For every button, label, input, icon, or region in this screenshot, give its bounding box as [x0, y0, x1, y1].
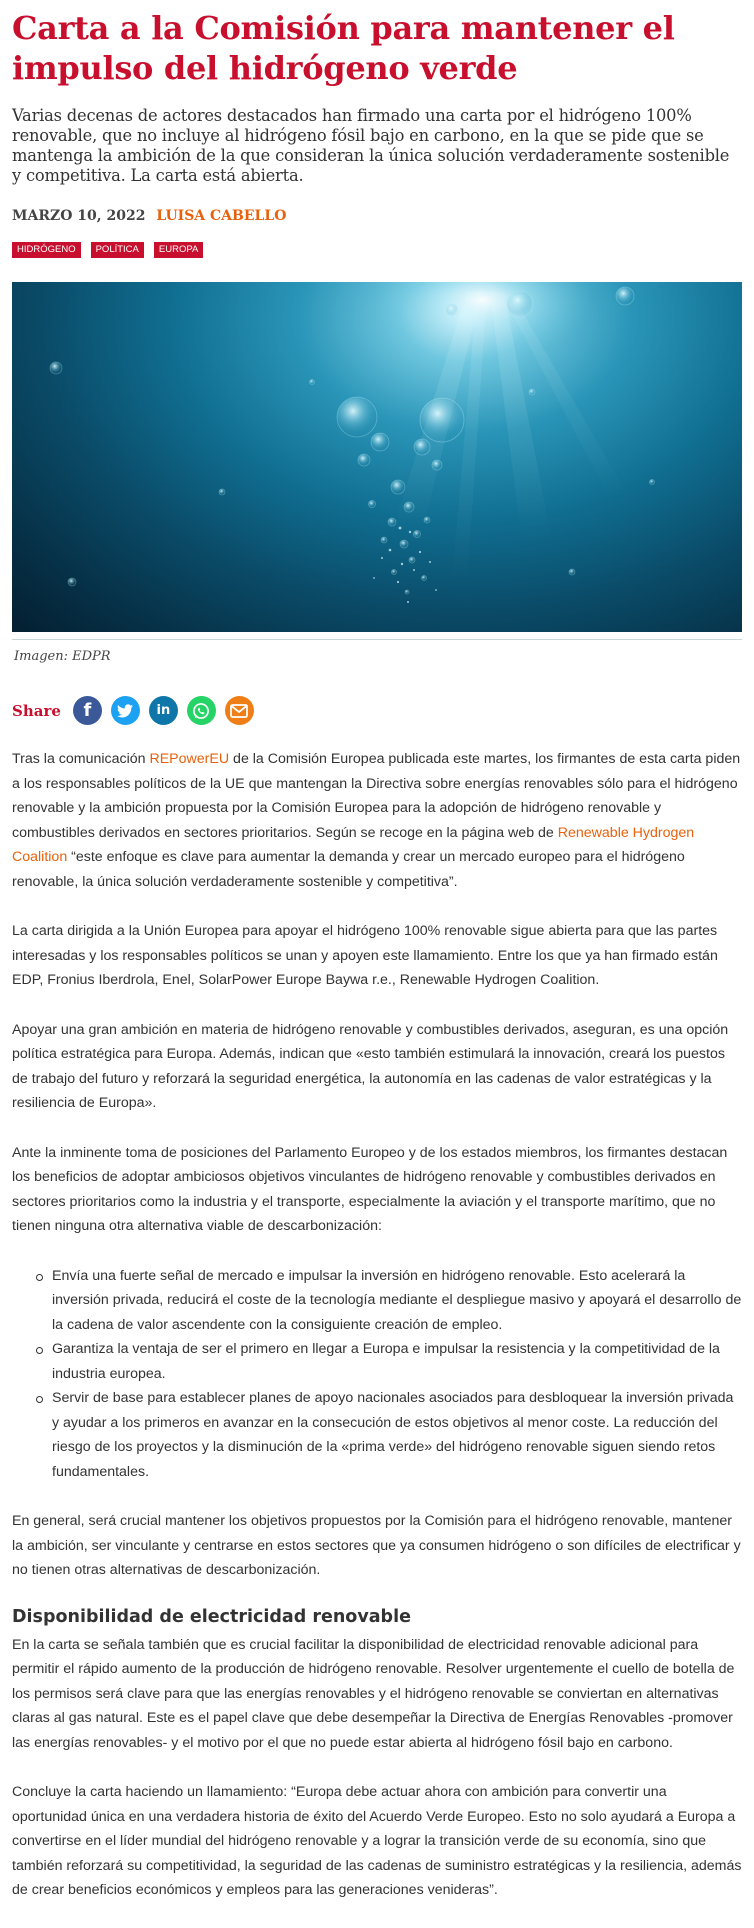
image-caption: Imagen: EDPR — [14, 649, 111, 664]
tag-hidrogeno[interactable]: HIDRÓGENO — [12, 242, 81, 258]
text-span: de la Comisión Europea publicada este martes, los firmantes de esta carta piden a los responsables políticos de la UE que mantengan la Directiva sobre energías renovables sólo para el hidrógeno renovable y la ambición propuesta por la Comisión Europea para la adopción de hidrógeno renovable y combustibles derivados en sectores prioritarios. Según se recoge en la página web de — [12, 751, 741, 841]
hero-image — [12, 282, 742, 632]
article-date: MARZO 10, 2022 — [12, 208, 146, 224]
whatsapp-icon[interactable] — [187, 696, 216, 725]
body-paragraph: En la carta se señala también que es crucial facilitar la disponibilidad de electricidad renovable adicional para permitir el rápido aumento de la producción de hidrógeno renovable. Resolver urgentemente el cuello de botella de los permisos será clave para que las energías renovables y el hidrógeno renovable se conviertan en alternativas claras al gas natural. Este es el papel clave que debe desempeñar la Directiva de Energías Renovables -promover las energías renovables- y el motivo por el que no puede estar abierta al hidrógeno fósil bajo en carbono. — [12, 1636, 735, 1751]
text-span: “este enfoque es clave para aumentar la demanda y crear un mercado europeo para el hidrógeno renovable, la única solución verdaderamente sostenible y competitiva”. — [12, 849, 685, 890]
underwater-bubbles-illustration — [12, 282, 742, 632]
renewable-hydrogen-coalition-link[interactable]: Renewable Hydrogen Coalition — [12, 824, 695, 865]
linkedin-icon[interactable]: in — [149, 696, 178, 725]
benefits-list — [48, 1264, 742, 1485]
text-span: Tras la comunicación — [12, 751, 150, 767]
article-title: Carta a la Comisión para mantener el impulso del hidrógeno verde — [12, 9, 675, 87]
body-paragraph: La carta dirigida a la Unión Europea para apoyar el hidrógeno 100% renovable sigue abierta para que las partes interesadas y los responsables políticos se unan y apoyen este llamamiento. Entre los que ya han firmado están EDP, Fronius Iberdrola, Enel, SolarPower Europe Baywa r.e., Renewable Hydrogen Coalition. — [12, 923, 718, 988]
body-paragraph: Ante la inminente toma de posiciones del Parlamento Europeo y de los estados miembros, los firmantes destacan los beneficios de adoptar ambiciosos objetivos vinculantes de hidrógeno renovable y combustibles derivados en sectores prioritarios como la industria y el transporte, especialmente la aviación y el transporte marítimo, que no tienen ninguna otra alternativa viable de descarbonización: — [12, 1144, 728, 1234]
body-paragraph — [12, 747, 742, 894]
article-meta — [12, 208, 742, 224]
share-label: Share — [12, 701, 61, 720]
body-paragraph: Concluye la carta haciendo un llamamiento: “Europa debe actuar ahora con ambición para convertir una oportunidad única en una verdadera historia de éxito del Acuerdo Verde Europeo. Esto no solo ayudará a Europa a convertirse en el líder mundial del hidrógeno renovable y a lograr la transición verde de su economía, sino que también reforzará su competitividad, la seguridad de las cadenas de suministro estratégicas y la resiliencia, además de crear beneficios económicos y empleos para las generaciones venideras”. — [12, 1784, 742, 1898]
email-icon[interactable] — [225, 696, 254, 725]
twitter-icon[interactable] — [111, 696, 140, 725]
facebook-icon[interactable]: f — [73, 696, 102, 725]
tag-list — [12, 242, 742, 258]
tag-politica[interactable]: POLÍTICA — [91, 242, 144, 258]
image-divider — [12, 639, 742, 640]
author-link[interactable]: LUISA CABELLO — [156, 208, 287, 224]
body-paragraph: En general, será crucial mantener los objetivos propuestos por la Comisión para el hidrógeno renovable, mantener la ambición, ser vinculante y centrarse en estos sectores que ya consumen hidrógeno o son difíciles de electrificar y no tienen otras alternativas de descarbonización. — [12, 1513, 741, 1578]
tag-europa[interactable]: EUROPA — [154, 242, 203, 258]
article-lead: Varias decenas de actores destacados han firmado una carta por el hidrógeno 100% renovable, que no incluye al hidrógeno fósil bajo en carbono, en la que se pide que se mantenga la ambición de la que consideran la única solución verdaderamente sostenible y competitiva. La carta está abierta. — [12, 106, 730, 185]
body-paragraph: Apoyar una gran ambición en materia de hidrógeno renovable y combustibles derivados, aseguran, es una opción política estratégica para Europa. Además, indican que «esto también estimulará la innovación, creará los puestos de trabajo del futuro y reforzará la seguridad energética, la autonomía en las cadenas de valor estratégicas y la resiliencia de Europa». — [12, 1021, 729, 1111]
share-bar — [12, 696, 742, 725]
section-heading: Disponibilidad de electricidad renovable — [12, 1606, 411, 1627]
list-item: Envía una fuerte señal de mercado e impulsar la inversión en hidrógeno renovable. Esto acelerará la inversión privada, reducirá el coste de la tecnología mediante el despliegue masivo y apoyará el desarrollo de la cadena de valor ascendente con la consiguiente creación de empleo. — [48, 1264, 742, 1338]
list-item: Garantiza la ventaja de ser el primero en llegar a Europa e impulsar la resistencia y la competitividad de la industria europea. — [48, 1337, 742, 1386]
repowereu-link[interactable]: REPowerEU — [149, 751, 230, 767]
article-body — [12, 747, 742, 1903]
list-item: Servir de base para establecer planes de apoyo nacionales asociados para desbloquear la inversión privada y ayudar a los primeros en avanzar en la consecución de estos objetivos al menor coste. La reducción del riesgo de los proyectos y la disminución de la «prima verde» del hidrógeno renovable siguen siendo retos fundamentales. — [48, 1386, 742, 1484]
